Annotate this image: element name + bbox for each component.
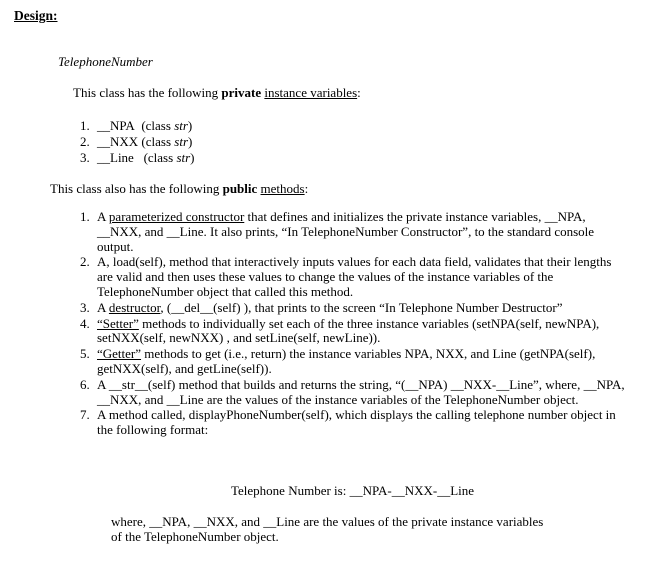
intro-underlined: instance variables xyxy=(264,85,358,100)
list-number: 3. xyxy=(80,150,90,165)
var-type-open: (class xyxy=(141,134,175,149)
method-text-pre: A xyxy=(97,209,109,224)
where-line-2: of the TelephoneNumber object. xyxy=(111,529,279,544)
where-paragraph xyxy=(111,514,543,544)
intro-underlined: methods xyxy=(260,181,305,196)
method-text-underlined: “Setter” xyxy=(97,315,139,331)
list-number: 4. xyxy=(80,315,90,331)
private-vars-list xyxy=(80,118,195,166)
where-line-1: where, __NPA, __NXX, and __Line are the values of the private instance variables xyxy=(111,514,544,529)
method-text-pre: A xyxy=(97,299,109,315)
list-item xyxy=(80,150,195,166)
var-name: __NXX xyxy=(97,134,139,149)
list-number: 1. xyxy=(80,209,90,224)
var-type: str xyxy=(174,134,189,149)
list-number: 6. xyxy=(80,376,90,392)
method-text-pre: A, load(self), method that interactively inputs values for each data field, validates that their lengths are valid and then uses these values to change the values of the instance variables of the TelephoneNumber object that called this method. xyxy=(97,254,612,299)
intro-bold-public: public xyxy=(222,181,258,196)
method-text-underlined: “Getter” xyxy=(97,346,142,362)
list-item xyxy=(80,301,628,316)
var-type-close: ) xyxy=(187,118,193,133)
list-number: 1. xyxy=(80,118,90,133)
phone-format-line: Telephone Number is: __NPA-__NXX-__Line xyxy=(231,483,475,498)
method-text-pre: A __str__(self) method that builds and returns the string, “(__NPA) __NXX-__Line”, where, __NPA, __NXX, and __Line are the values of the instance variables of the TelephoneNumber object. xyxy=(97,376,625,407)
design-heading: Design: xyxy=(14,8,58,23)
list-number: 5. xyxy=(80,346,90,362)
intro-suffix: : xyxy=(357,85,361,100)
var-name: __NPA xyxy=(97,118,135,133)
method-text-post: that defines and initializes the private instance variables, __NPA, __NXX, and __Line. It also prints, “In TelephoneNumber Constructor”, to the standard console output. xyxy=(97,209,595,254)
var-type: str xyxy=(176,150,191,165)
method-text-post: , (__del__(self) ), that prints to the screen “In Telephone Number Destructor” xyxy=(160,299,563,315)
list-number: 3. xyxy=(80,299,90,315)
public-methods-intro xyxy=(50,181,308,196)
private-vars-intro xyxy=(73,85,361,100)
list-item xyxy=(80,134,195,150)
method-text-pre: A method called, displayPhoneNumber(self), which displays the calling telephone number object in the following format: xyxy=(97,407,616,438)
list-item xyxy=(80,317,628,347)
list-item xyxy=(80,210,628,254)
intro-suffix: : xyxy=(304,181,309,196)
list-item xyxy=(80,408,628,438)
list-item xyxy=(80,255,628,299)
intro-bold-private: private xyxy=(221,85,262,100)
list-item xyxy=(80,118,195,134)
list-number: 2. xyxy=(80,254,90,270)
intro-prefix: This class has the following xyxy=(73,85,222,100)
list-number: 2. xyxy=(80,134,90,149)
list-item xyxy=(80,378,628,408)
method-text-post: methods to individually set each of the three instance variables (setNPA(self, newNPA), setNXX(self, newNXX) , and setLine(self, newLine)). xyxy=(97,315,600,346)
public-methods-list xyxy=(80,210,628,439)
var-type-open: (class xyxy=(141,118,175,133)
var-type-close: ) xyxy=(190,150,195,165)
method-text-underlined: parameterized constructor xyxy=(108,209,245,224)
list-number: 7. xyxy=(80,407,90,423)
var-type-open: (class xyxy=(143,150,177,165)
var-type-close: ) xyxy=(188,134,193,149)
intro-prefix: This class also has the following xyxy=(50,181,223,196)
method-text-post: methods to get (i.e., return) the instance variables NPA, NXX, and Line (getNPA(self), getNXX(self), and getLine(self)). xyxy=(97,346,596,376)
var-type: str xyxy=(174,118,188,133)
var-name: __Line xyxy=(97,150,134,165)
method-text-underlined: destructor xyxy=(108,299,161,315)
class-name: TelephoneNumber xyxy=(58,54,153,69)
list-item xyxy=(80,347,628,377)
